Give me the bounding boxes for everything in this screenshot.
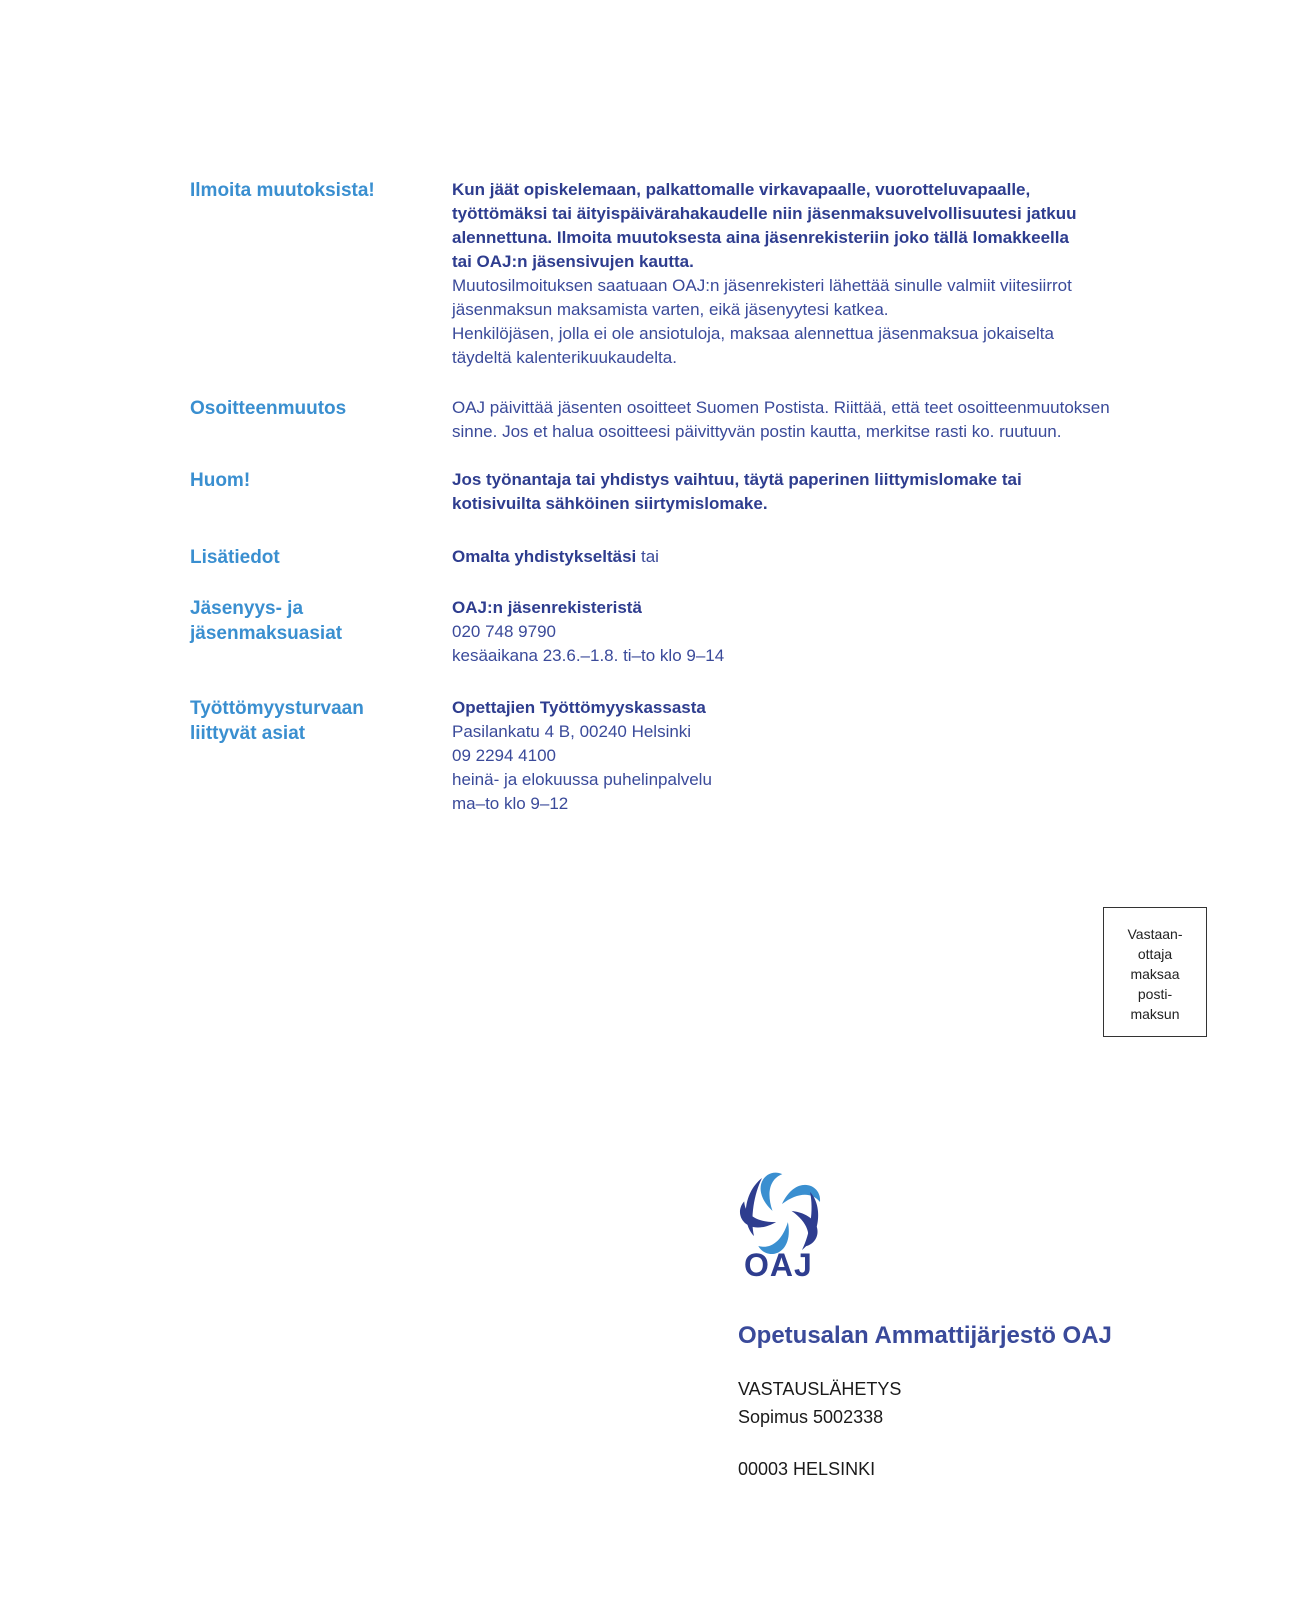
logo-text: OAJ [744,1247,813,1283]
emphasis-line: alennettuna. Ilmoita muutoksesta aina jäsenrekisteriin joko tällä lomakkeella [452,228,1069,247]
section-content [452,596,1172,668]
section-content [452,178,1172,370]
body-line: heinä- ja elokuussa puhelinpalvelu [452,770,712,789]
section-label [190,396,430,421]
address-line: VASTAUSLÄHETYS [738,1379,902,1399]
section-label-line: liittyvät asiat [190,723,306,744]
body-line: OAJ päivittää jäsenten osoitteet Suomen Postista. Riittää, että teet osoitteenmuutoksen [452,398,1110,417]
section-label-line: Ilmoita muutoksista! [190,180,375,201]
postage-line: maksaa [1130,966,1180,982]
postage-line: maksun [1130,1006,1180,1022]
body-line: täydeltä kalenterikuukaudelta. [452,348,677,367]
section-content [452,396,1172,444]
address-line: 00003 HELSINKI [738,1459,876,1479]
section-label [190,178,430,203]
section-label [190,468,430,493]
body-line: Pasilankatu 4 B, 00240 Helsinki [452,722,692,741]
section-label-line: Jäsenyys- ja [190,598,304,619]
postage-box [1103,907,1207,1037]
body-line: 09 2294 4100 [452,746,556,765]
body-text: tai [636,547,659,566]
body-line: Henkilöjäsen, jolla ei ole ansiotuloja, maksaa alennettua jäsenmaksua jokaiselta [452,324,1054,343]
section-content [452,545,1172,569]
address-line: Sopimus 5002338 [738,1407,884,1427]
postage-line: ottaja [1137,946,1173,962]
section-label-line: Lisätiedot [190,547,280,568]
body-line: jäsenmaksun maksamista varten, eikä jäsenyytesi katkea. [452,300,889,319]
section-content [452,696,1172,816]
section-content [452,468,1172,516]
body-line: 020 748 9790 [452,622,556,641]
emphasis-line: kotisivuilta sähköinen siirtymislomake. [452,494,768,513]
postage-line: Vastaan- [1127,926,1183,942]
body-line: ma–to klo 9–12 [452,794,569,813]
body-line: sinne. Jos et halua osoitteesi päivittyvän postin kautta, merkitse rasti ko. ruutuun. [452,422,1062,441]
emphasis-line: Jos työnantaja tai yhdistys vaihtuu, täytä paperinen liittymislomake tai [452,470,1022,489]
section-label [190,696,430,746]
emphasis-text: Omalta yhdistykseltäsi [452,547,637,566]
org-name: Opetusalan Ammattijärjestö OAJ [738,1322,1112,1349]
section-label-line: Osoitteenmuutos [190,398,347,419]
emphasis-line: OAJ:n jäsenrekisteristä [452,598,642,617]
body-line [452,545,1172,569]
section-label-line: Työttömyysturvaan [190,698,364,719]
section-label [190,596,430,646]
section-label-line: jäsenmaksuasiat [190,623,343,644]
emphasis-line: Opettajien Työttömyyskassasta [452,698,706,717]
body-line: Muutosilmoituksen saatuaan OAJ:n jäsenrekisteri lähettää sinulle valmiit viitesiirrot [452,276,1072,295]
emphasis-line: tai OAJ:n jäsensivujen kautta. [452,252,694,271]
section-label-line: Huom! [190,470,251,491]
emphasis-line: Kun jäät opiskelemaan, palkattomalle virkavapaalle, vuorotteluvapaalle, [452,180,1031,199]
body-line: kesäaikana 23.6.–1.8. ti–to klo 9–14 [452,646,725,665]
emphasis-line: työttömäksi tai äityispäivärahakaudelle niin jäsenmaksuvelvollisuutesi jatkuu [452,204,1077,223]
section-label [190,545,430,570]
postage-line: posti- [1137,986,1173,1002]
